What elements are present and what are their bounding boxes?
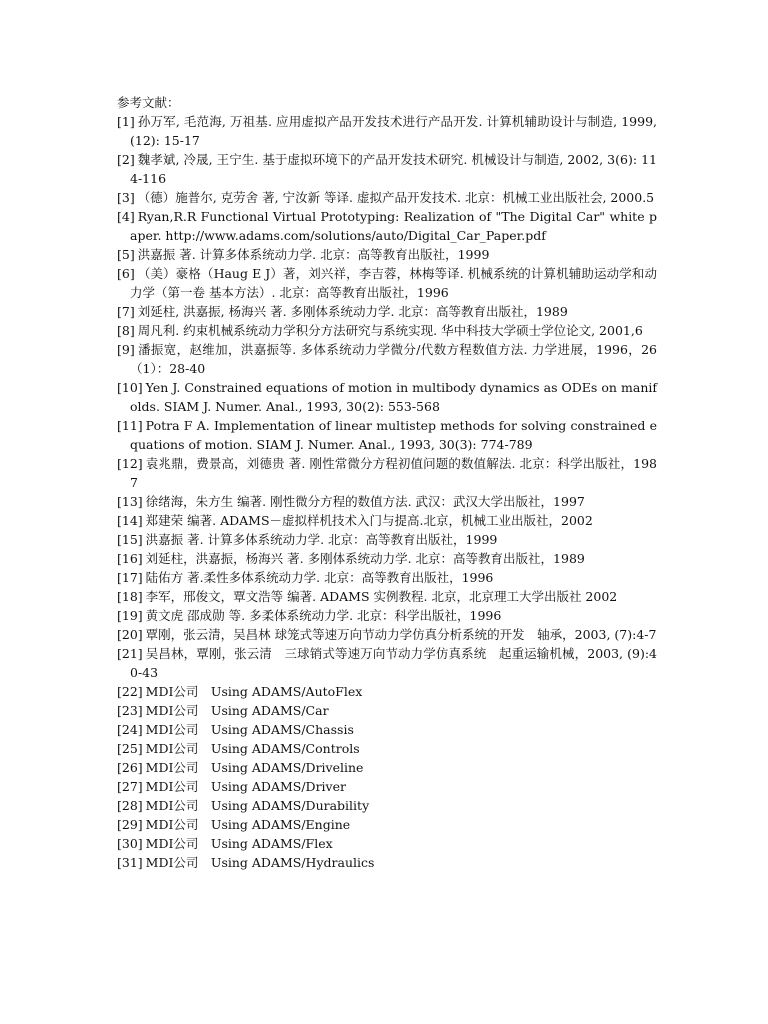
reference-item — [117, 815, 657, 834]
reference-number: [12] — [117, 456, 143, 471]
reference-number: [17] — [117, 570, 143, 585]
reference-text: 郑建荣 编著. ADAMS－虚拟样机技术入门与提高.北京，机械工业出版社，2002 — [145, 513, 593, 528]
reference-text: 黄文虎 邵成勋 等. 多柔体系统动力学. 北京：科学出版社，1996 — [145, 608, 502, 623]
reference-text: 洪嘉振 著. 计算多体系统动力学. 北京：高等教育出版社，1999 — [137, 247, 490, 262]
reference-text: Ryan,R.R Functional Virtual Prototyping: Realization of "The Digital Car" white paper. http://www.adams.com/solutions/auto/Digital_Car_Paper.pdf — [130, 209, 657, 243]
reference-text: 李军，邢俊文，覃文浩等 编著. ADAMS 实例教程. 北京，北京理工大学出版社 2002 — [145, 589, 618, 604]
reference-text: 吴昌林，覃刚，张云清 三球销式等速万向节动力学仿真系统 起重运输机械，2003, (9):40-43 — [130, 646, 657, 680]
reference-item — [117, 682, 657, 701]
reference-item — [117, 416, 657, 454]
reference-number: [16] — [117, 551, 143, 566]
reference-item — [117, 378, 657, 416]
reference-text: MDI公司 Using ADAMS/Car — [145, 703, 329, 718]
reference-number: [19] — [117, 608, 143, 623]
reference-number: [7] — [117, 304, 135, 319]
reference-item — [117, 549, 657, 568]
references-heading: 参考文献： — [117, 95, 180, 110]
reference-text: 袁兆鼎，费景高，刘德贵 著. 刚性常微分方程初值问题的数值解法. 北京：科学出版社，1987 — [130, 456, 657, 490]
reference-number: [31] — [117, 855, 143, 870]
reference-item — [117, 340, 657, 378]
reference-item — [117, 302, 657, 321]
reference-number: [2] — [117, 152, 135, 167]
reference-text: 魏孝斌, 冷晟, 王宁生. 基于虚拟环境下的产品开发技术研究. 机械设计与制造, 2002, 3(6): 114-116 — [130, 152, 657, 186]
reference-number: [24] — [117, 722, 143, 737]
reference-item — [117, 245, 657, 264]
reference-item — [117, 530, 657, 549]
reference-item — [117, 454, 657, 492]
reference-text: MDI公司 Using ADAMS/Chassis — [145, 722, 354, 737]
reference-item — [117, 758, 657, 777]
reference-item — [117, 796, 657, 815]
reference-number: [30] — [117, 836, 143, 851]
reference-text: 周凡利. 约束机械系统动力学积分方法研究与系统实现. 华中科技大学硕士学位论文, 2001,6 — [137, 323, 643, 338]
reference-item — [117, 587, 657, 606]
reference-item — [117, 625, 657, 644]
reference-item — [117, 150, 657, 188]
reference-number: [14] — [117, 513, 143, 528]
reference-item — [117, 739, 657, 758]
reference-item — [117, 207, 657, 245]
reference-item — [117, 606, 657, 625]
reference-number: [23] — [117, 703, 143, 718]
reference-number: [8] — [117, 323, 135, 338]
reference-text: （德）施普尔, 克劳舍 著, 宁汝新 等译. 虚拟产品开发技术. 北京：机械工业出版社会, 2000.5 — [137, 190, 655, 205]
reference-number: [4] — [117, 209, 135, 224]
reference-text: Potra F A. Implementation of linear multistep methods for solving constrained equations of motion. SIAM J. Numer. Anal., 1993, 30(3): 774-789 — [130, 418, 657, 452]
reference-number: [9] — [117, 342, 135, 357]
reference-text: MDI公司 Using ADAMS/Driveline — [145, 760, 364, 775]
reference-number: [25] — [117, 741, 143, 756]
reference-text: 徐绪海，朱方生 编著. 刚性微分方程的数值方法. 武汉：武汉大学出版社，1997 — [145, 494, 585, 509]
reference-number: [29] — [117, 817, 143, 832]
reference-text: 刘延柱, 洪嘉振, 杨海兴 著. 多刚体系统动力学. 北京：高等教育出版社，1989 — [137, 304, 568, 319]
reference-text: MDI公司 Using ADAMS/Engine — [145, 817, 351, 832]
reference-item — [117, 853, 657, 872]
reference-text: MDI公司 Using ADAMS/Durability — [145, 798, 370, 813]
reference-number: [18] — [117, 589, 143, 604]
reference-item — [117, 834, 657, 853]
reference-item — [117, 492, 657, 511]
reference-number: [27] — [117, 779, 143, 794]
reference-number: [26] — [117, 760, 143, 775]
reference-item — [117, 188, 657, 207]
reference-number: [22] — [117, 684, 143, 699]
reference-number: [5] — [117, 247, 135, 262]
reference-number: [20] — [117, 627, 143, 642]
reference-text: Yen J. Constrained equations of motion in multibody dynamics as ODEs on manifolds. SIAM J. Numer. Anal., 1993, 30(2): 553-568 — [130, 380, 657, 414]
reference-number: [3] — [117, 190, 135, 205]
reference-text: MDI公司 Using ADAMS/Flex — [145, 836, 333, 851]
reference-text: 洪嘉振 著. 计算多体系统动力学. 北京：高等教育出版社，1999 — [145, 532, 498, 547]
reference-item — [117, 568, 657, 587]
reference-text: （美）豪格（Haug E J）著，刘兴祥，李吉蓉，林梅等译. 机械系统的计算机辅助运动学和动力学（第一卷 基本方法）. 北京：高等教育出版社，1996 — [130, 266, 657, 300]
reference-number: [28] — [117, 798, 143, 813]
reference-number: [11] — [117, 418, 143, 433]
reference-item — [117, 264, 657, 302]
reference-item — [117, 777, 657, 796]
reference-list — [117, 112, 657, 872]
reference-text: 刘延柱，洪嘉振，杨海兴 著. 多刚体系统动力学. 北京：高等教育出版社，1989 — [145, 551, 585, 566]
reference-number: [15] — [117, 532, 143, 547]
reference-number: [13] — [117, 494, 143, 509]
reference-section — [117, 93, 657, 872]
reference-item — [117, 321, 657, 340]
reference-text: MDI公司 Using ADAMS/AutoFlex — [145, 684, 363, 699]
reference-text: MDI公司 Using ADAMS/Hydraulics — [145, 855, 375, 870]
reference-number: [21] — [117, 646, 143, 661]
reference-item — [117, 112, 657, 150]
reference-text: 孙万军, 毛范海, 万祖基. 应用虚拟产品开发技术进行产品开发. 计算机辅助设计与制造, 1999, (12): 15-17 — [130, 114, 657, 148]
reference-item — [117, 720, 657, 739]
reference-text: 陆佑方 著.柔性多体系统动力学. 北京：高等教育出版社，1996 — [145, 570, 494, 585]
reference-number: [1] — [117, 114, 135, 129]
reference-number: [10] — [117, 380, 143, 395]
reference-item — [117, 644, 657, 682]
reference-item — [117, 511, 657, 530]
reference-number: [6] — [117, 266, 135, 281]
reference-item — [117, 701, 657, 720]
reference-text: 覃刚，张云清，吴昌林 球笼式等速万向节动力学仿真分析系统的开发 轴承，2003, (7):4-7 — [145, 627, 657, 642]
reference-text: MDI公司 Using ADAMS/Controls — [145, 741, 360, 756]
reference-text: 潘振宽，赵维加，洪嘉振等. 多体系统动力学微分/代数方程数值方法. 力学进展，1996，26（1）：28-40 — [130, 342, 657, 376]
reference-text: MDI公司 Using ADAMS/Driver — [145, 779, 346, 794]
